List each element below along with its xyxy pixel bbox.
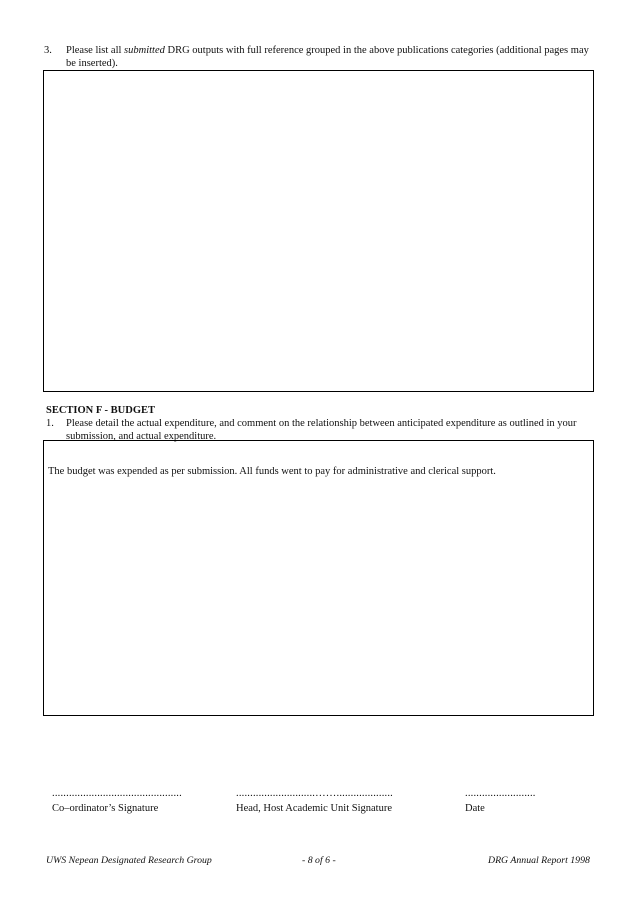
coordinator-signature-label: Co–ordinator’s Signature [52, 803, 159, 814]
head-signature-line[interactable]: ............................…….................... [236, 788, 393, 799]
footer-page-number: - 8 of 6 - [302, 855, 336, 866]
question-3-number: 3. [44, 45, 52, 56]
question-3 [44, 44, 594, 70]
question-3-text-emphasis: submitted [124, 45, 165, 56]
date-signature [465, 787, 536, 815]
date-line[interactable]: ......................... [465, 788, 536, 799]
budget-answer-text: The budget was expended as per submission. All funds went to pay for administrative and clerical support. [48, 466, 496, 477]
head-signature-label: Head, Host Academic Unit Signature [236, 803, 393, 814]
question-3-text-end: DRG outputs with full reference grouped in the above publications categories (additional pages may be inserted). [66, 45, 589, 69]
question-3-text [66, 44, 594, 70]
footer-right: DRG Annual Report 1998 [488, 855, 590, 866]
coordinator-signature [52, 787, 182, 815]
footer-left: UWS Nepean Designated Research Group [46, 855, 212, 866]
head-signature [236, 787, 393, 815]
outputs-answer-box[interactable] [43, 70, 594, 392]
budget-question-1-text: Please detail the actual expenditure, and comment on the relationship between anticipated expenditure as outlined in your submission, and actual expenditure. [66, 418, 577, 442]
budget-answer-box[interactable] [43, 440, 594, 716]
section-f-title: SECTION F - BUDGET [46, 405, 156, 416]
date-label: Date [465, 803, 485, 814]
budget-question-1-number: 1. [46, 418, 54, 429]
question-3-text-start: Please list all [66, 45, 125, 56]
coordinator-signature-line[interactable]: .............................................. [52, 788, 182, 799]
